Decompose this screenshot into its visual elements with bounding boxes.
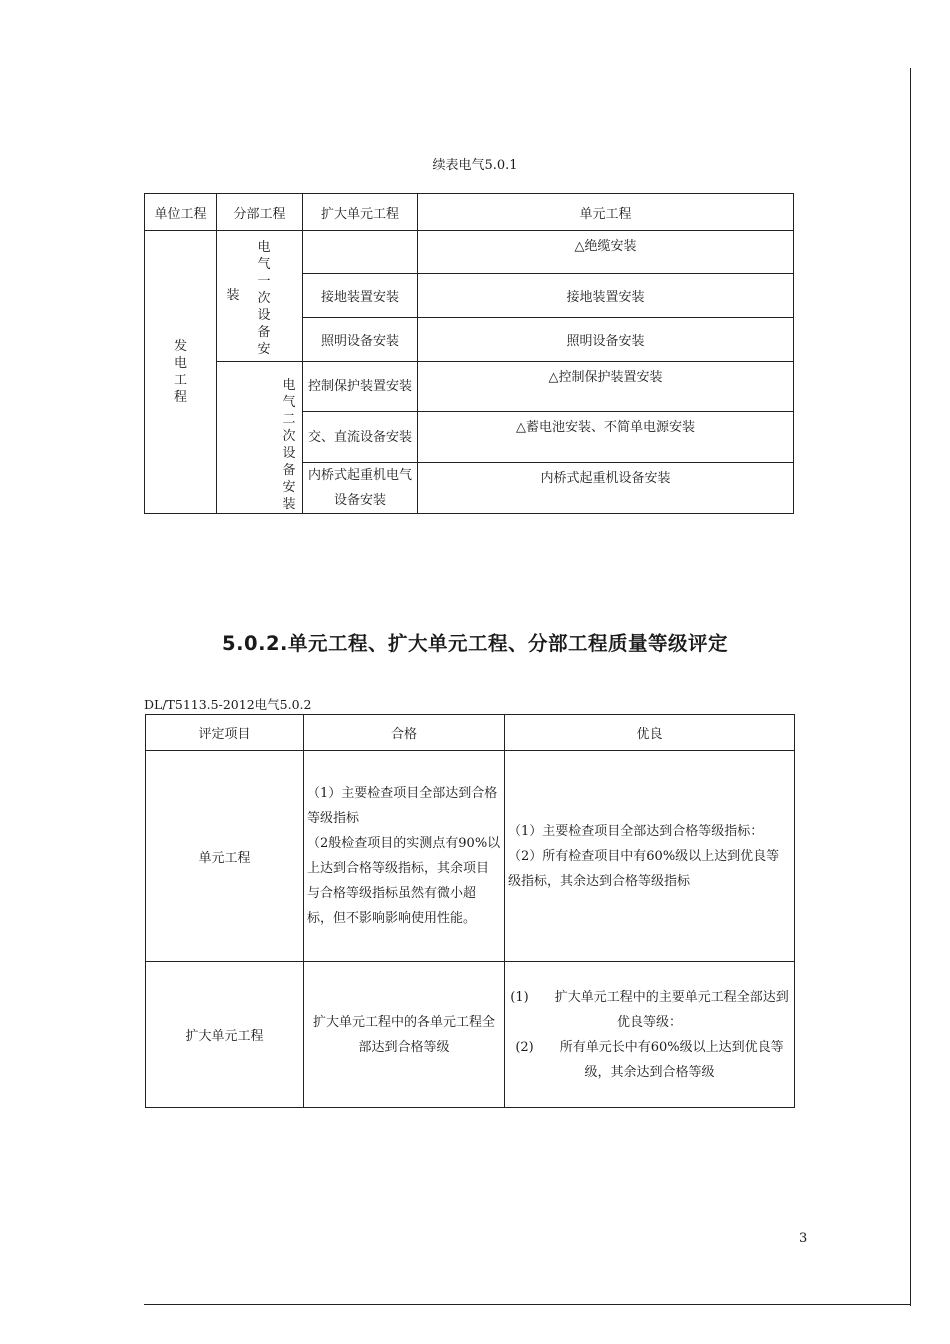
header-unit: 单元工程 <box>418 194 794 231</box>
ext-unit-cell: 照明设备安装 <box>303 318 418 362</box>
ext-unit-cell: 交、直流设备安装 <box>303 412 418 463</box>
page-bottom-border <box>144 1304 911 1305</box>
pass-criterion: （2般检查项目的实测点有90%以上达到合格等级指标，其余项目与合格等级指标虽然有微小超标，但不影响影响使用性能。 <box>307 836 501 926</box>
excellent-criterion: （2）所有检查项目中有60%级以上达到优良等级指标，其余达到合格等级指标 <box>508 848 780 889</box>
division-secondary-label: 电气二次设备安装 <box>282 377 296 512</box>
excellent-criterion: (2) 所有单元长中有60%级以上达到优良等级，其余达到合格等级 <box>515 1039 784 1080</box>
table2-code: DL/T5113.5-2012电气5.0.2 <box>144 697 312 712</box>
excellent-criteria-cell <box>505 751 795 962</box>
pass-criterion: （1）主要检查项目全部达到合格等级指标 <box>307 786 498 826</box>
unit-project-label: 发电工程 <box>173 339 187 405</box>
excellent-criteria-cell <box>505 962 795 1108</box>
cell-division-primary <box>217 231 303 362</box>
table1-caption: 续表电气5.0.1 <box>432 158 518 173</box>
ext-unit-cell: 控制保护装置安装 <box>303 362 418 412</box>
unit-cell: 内桥式起重机设备安装 <box>418 463 794 514</box>
item-cell: 单元工程 <box>146 751 304 962</box>
pass-criterion: 扩大单元工程中的各单元工程全部达到合格等级 <box>312 1014 495 1055</box>
cell-power-generation-project <box>145 231 217 514</box>
page-right-border <box>910 68 911 1306</box>
ext-unit-cell <box>303 231 418 274</box>
pass-criteria-cell <box>304 962 505 1108</box>
table-electrical-units <box>144 193 794 514</box>
header-division: 分部工程 <box>217 194 303 231</box>
cell-division-secondary <box>217 362 303 514</box>
division-primary-side: 装 <box>226 288 240 303</box>
unit-cell: 接地装置安装 <box>418 274 794 318</box>
header-assessment-item: 评定项目 <box>146 715 304 751</box>
unit-cell: △控制保护装置安装 <box>418 362 794 412</box>
table-quality-grading <box>145 714 795 1108</box>
header-extended-unit: 扩大单元工程 <box>303 194 418 231</box>
excellent-criterion: （1）主要检查项目全部达到合格等级指标： <box>508 823 764 839</box>
pass-criteria-cell <box>304 751 505 962</box>
section-title: 5.0.2.单元工程、扩大单元工程、分部工程质量等级评定 <box>222 632 728 655</box>
header-unit-project: 单位工程 <box>145 194 217 231</box>
item-cell: 扩大单元工程 <box>146 962 304 1108</box>
division-primary-label: 电气一次设备安 <box>257 240 271 357</box>
unit-cell: △绝缆安装 <box>418 231 794 274</box>
excellent-criterion: (1) 扩大单元工程中的主要单元工程全部达到优良等级： <box>510 989 789 1030</box>
header-excellent: 优良 <box>505 715 795 751</box>
ext-unit-cell: 内桥式起重机电气设备安装 <box>303 463 418 514</box>
page-number: 3 <box>799 1231 808 1246</box>
header-pass: 合格 <box>304 715 505 751</box>
unit-cell: 照明设备安装 <box>418 318 794 362</box>
ext-unit-cell: 接地装置安装 <box>303 274 418 318</box>
unit-cell: △蓄电池安装、不简单电源安装 <box>418 412 794 463</box>
